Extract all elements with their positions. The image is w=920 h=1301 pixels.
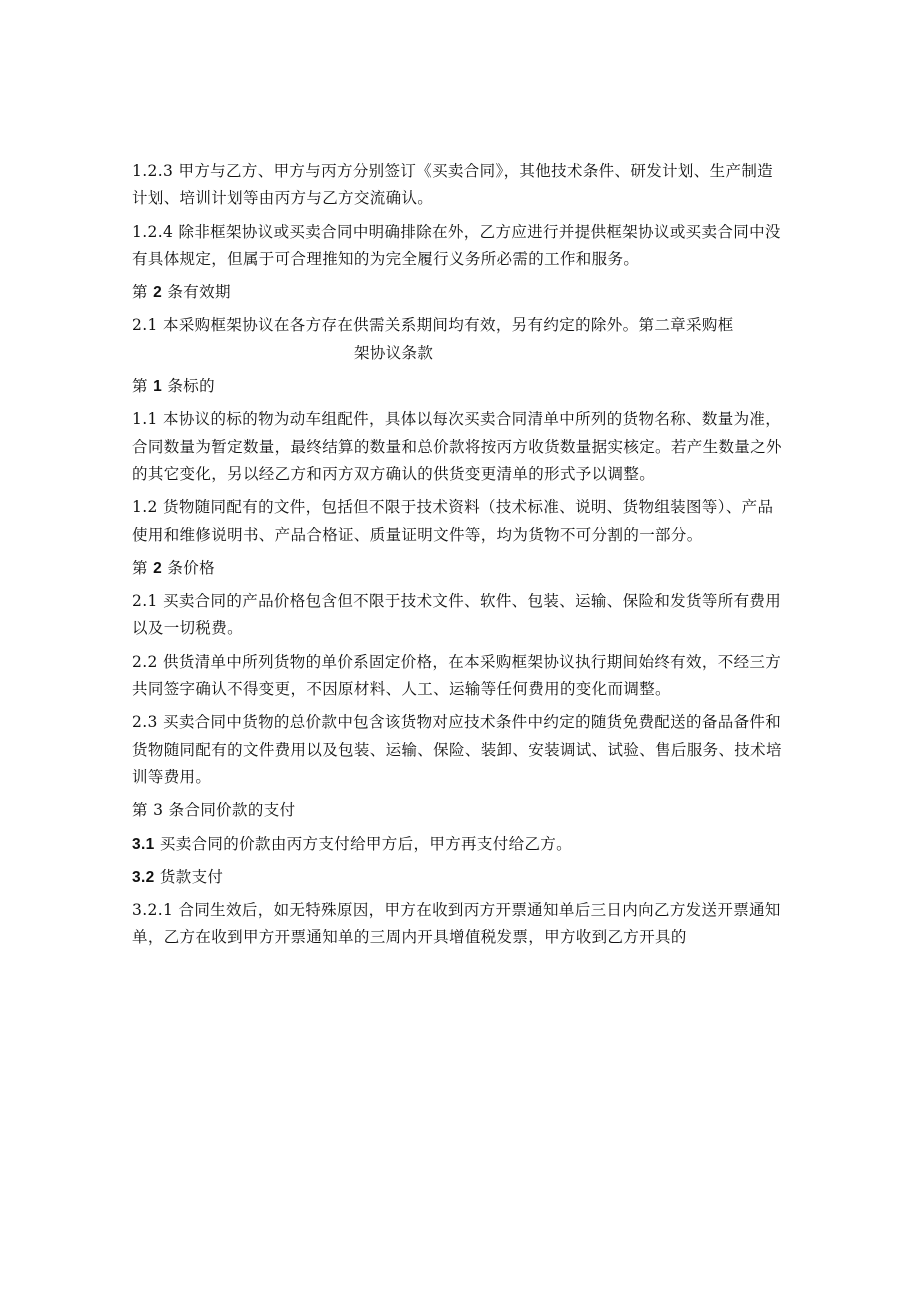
heading-prefix: 第	[132, 558, 154, 577]
article-1-subject-heading	[132, 373, 788, 400]
heading-number: 1	[153, 378, 163, 396]
clause-2-3: 2.3 买卖合同中货物的总价款中包含该货物对应技术条件中约定的随货免费配送的备品备件和货物随同配有的文件费用以及包装、运输、保险、装卸、安装调试、试验、售后服务、技术培训等费用。	[132, 713, 782, 786]
clause-3-1	[132, 831, 788, 858]
clause-1-2: 1.2 货物随同配有的文件，包括但不限于技术资料（技术标准、说明、货物组装图等）、产品使用和维修说明书、产品合格证、质量证明文件等，均为货物不可分割的一部分。	[132, 498, 774, 544]
clause-1-2-3: 1.2.3 甲方与乙方、甲方与丙方分别签订《买卖合同》，其他技术条件、研发计划、生产制造计划、培训计划等由丙方与乙方交流确认。	[132, 162, 774, 208]
heading-prefix: 第	[132, 377, 154, 396]
article-3-payment-heading: 第 3 条合同价款的支付	[132, 801, 296, 820]
clause-1-1: 1.1 本协议的标的物为动车组配件，具体以每次买卖合同清单中所列的货物名称、数量为准，合同数量为暂定数量，最终结算的数量和总价款将按丙方收货数量据实核定。若产生数量之外的其它变化，另以经乙方和丙方双方确认的供货变更清单的形式予以调整。	[132, 410, 782, 483]
clause-2-2: 2.2 供货清单中所列货物的单价系固定价格，在本采购框架协议执行期间始终有效，不经三方共同签字确认不得变更，不因原材料、人工、运输等任何费用的变化而调整。	[132, 652, 782, 699]
heading-prefix: 第	[132, 283, 154, 302]
clause-2-1-price: 2.1 买卖合同的产品价格包含但不限于技术文件、软件、包装、运输、保险和发货等所有费用以及一切税费。	[132, 592, 782, 638]
clause-number: 3.1	[132, 835, 155, 853]
clause-text: 买卖合同的价款由丙方支付给甲方后，甲方再支付给乙方。	[154, 834, 572, 853]
clause-2-1-line-1: 2.1 本采购框架协议在各方存在供需关系期间均有效，另有约定的除外。第二章采购框	[132, 316, 734, 335]
clause-1-2-4: 1.2.4 除非框架协议或买卖合同中明确排除在外，乙方应进行并提供框架协议或买卖合同中没有具体规定，但属于可合理推知的为完全履行义务所必需的工作和服务。	[132, 222, 781, 268]
document-page	[132, 158, 788, 958]
clause-text: 货款支付	[154, 867, 224, 886]
clause-3-2-1: 3.2.1 合同生效后，如无特殊原因，甲方在收到丙方开票通知单后三日内向乙方发送开票通知单，乙方在收到甲方开票通知单的三周内开具增值税发票，甲方收到乙方开具的	[132, 901, 781, 947]
clause-number: 3.2	[132, 868, 155, 886]
article-2-price-heading	[132, 555, 788, 582]
heading-number: 2	[153, 559, 163, 577]
heading-suffix: 条价格	[162, 558, 215, 577]
clause-2-1-validity	[132, 312, 788, 367]
heading-suffix: 条有效期	[162, 283, 231, 302]
chapter-2-title-line: 架协议条款	[354, 343, 434, 362]
heading-suffix: 条标的	[162, 377, 215, 396]
heading-number: 2	[153, 284, 163, 302]
clause-3-2	[132, 864, 788, 891]
article-2-validity-heading	[132, 279, 788, 306]
